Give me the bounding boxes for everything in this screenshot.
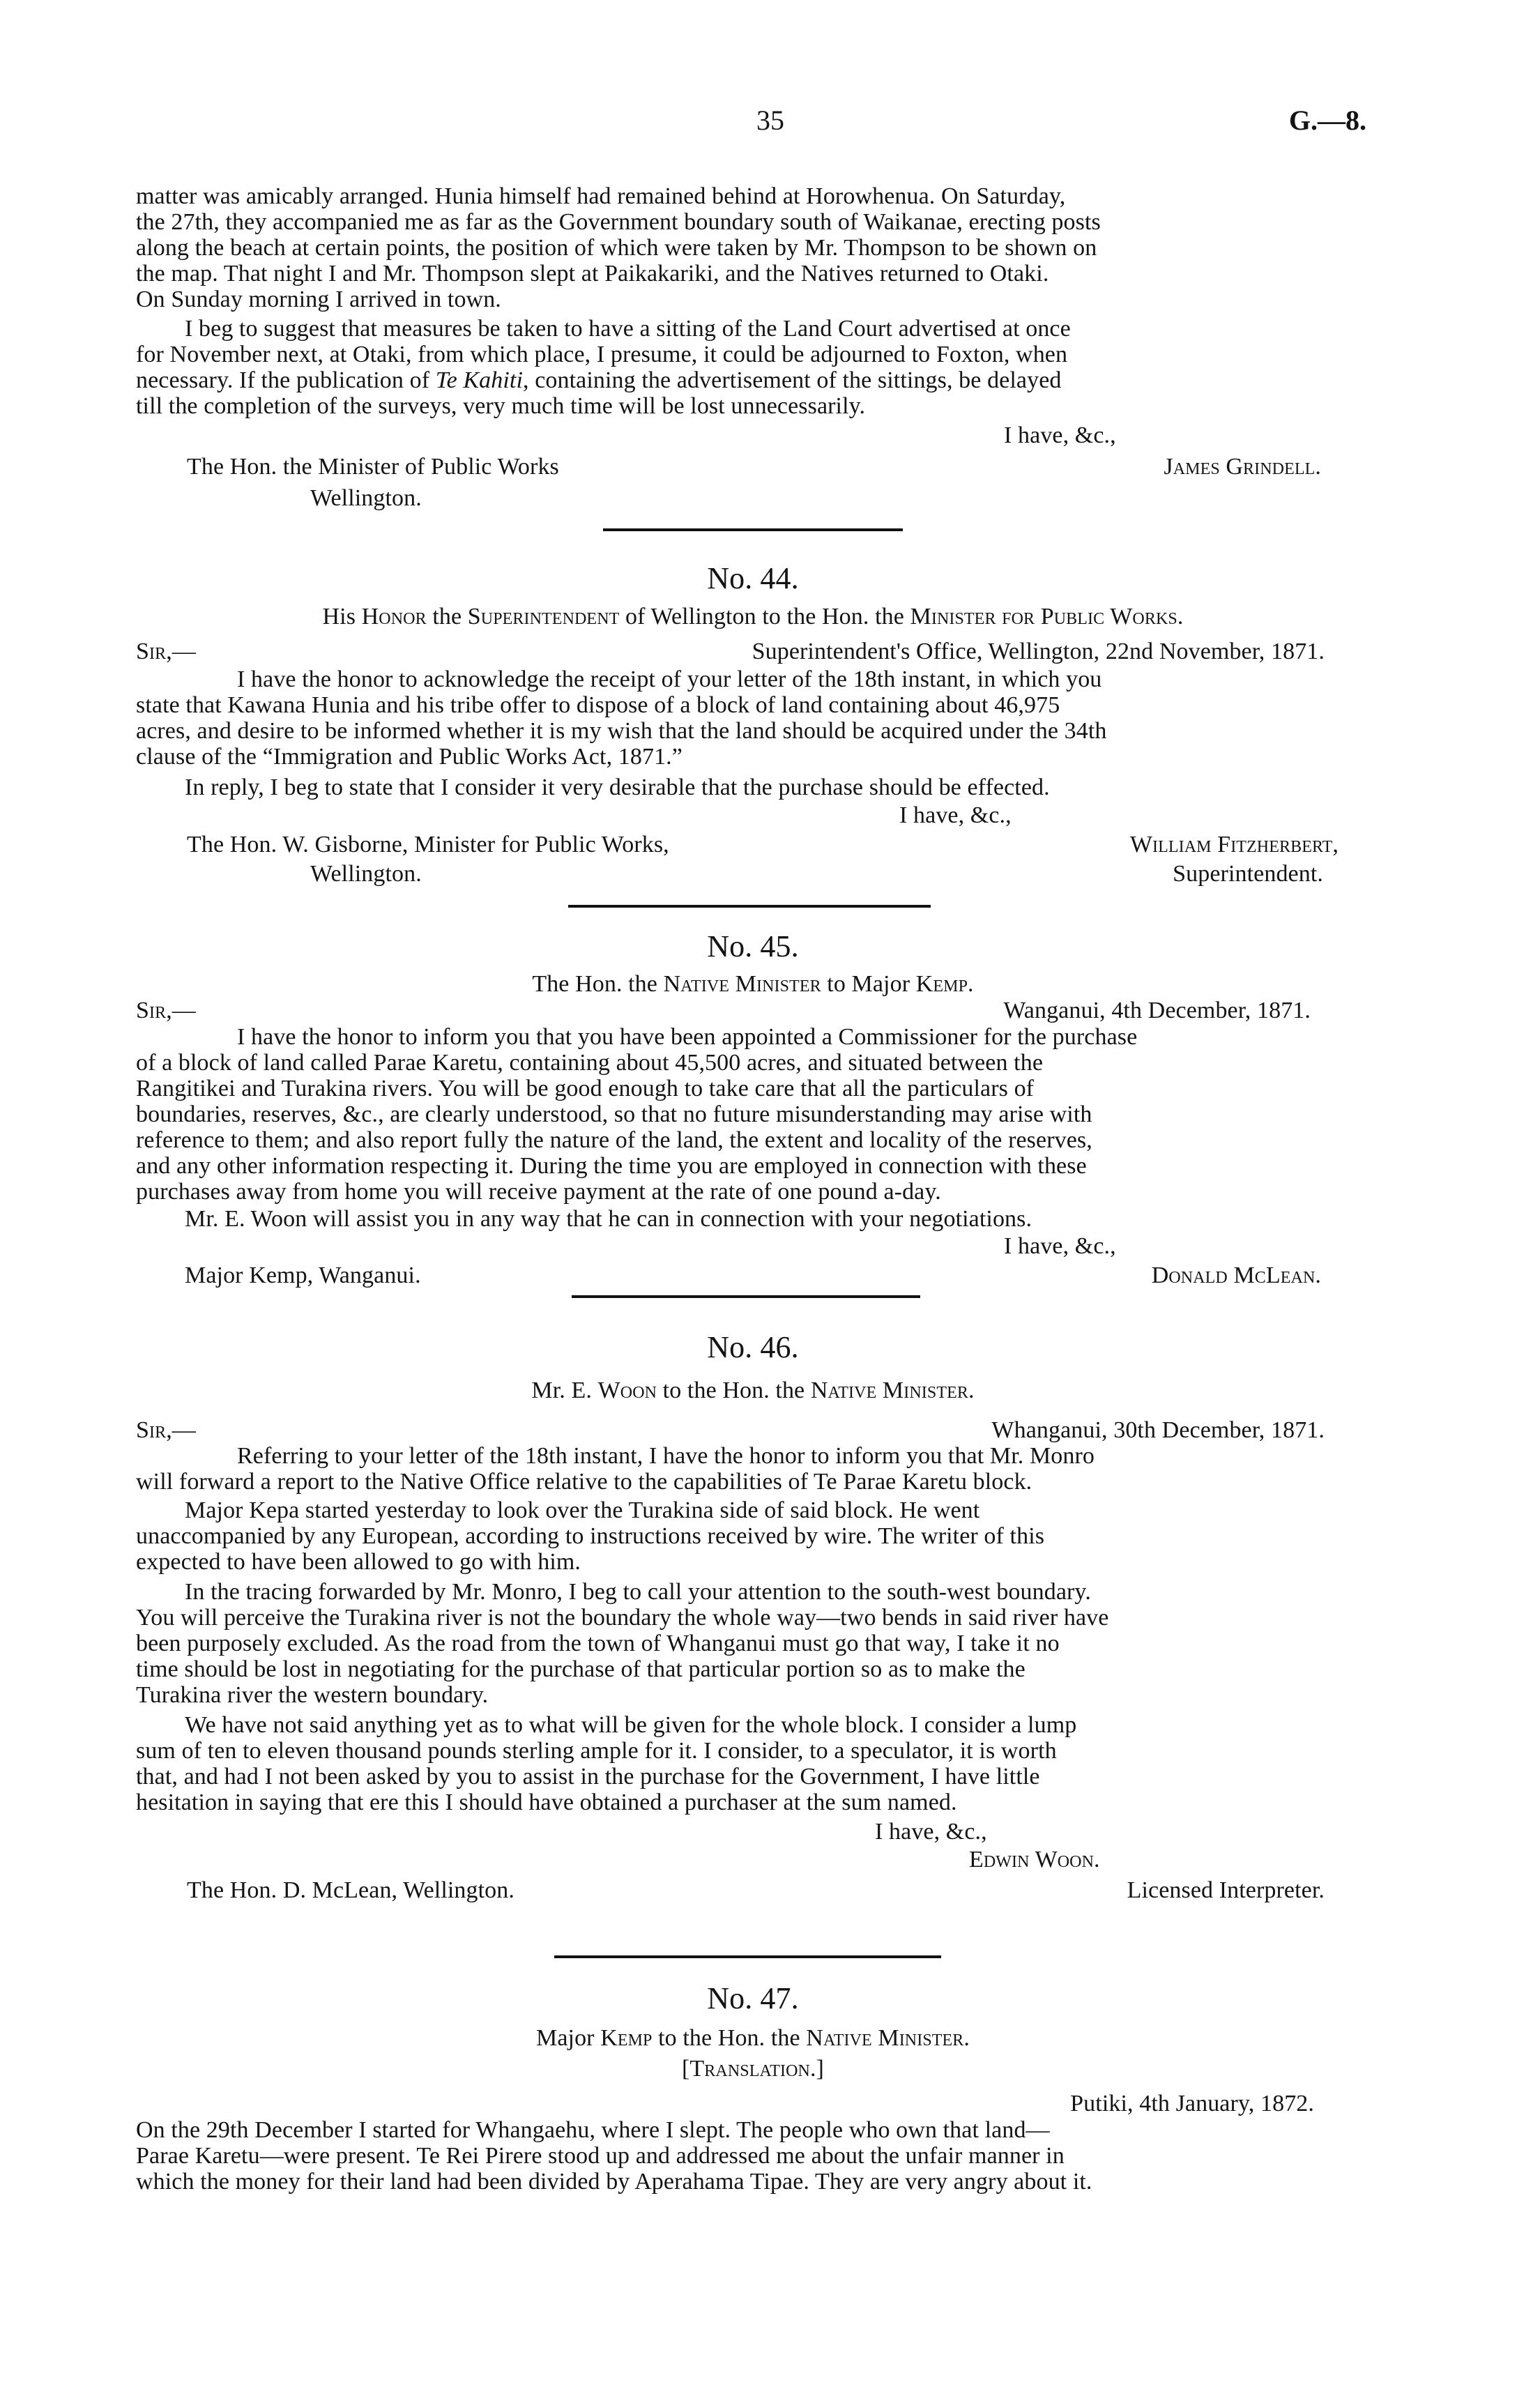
text-fragment: .	[968, 971, 974, 997]
text-line: In the tracing forwarded by Mr. Monro, I beg to call your attention to the south-west boundary.	[185, 1579, 1091, 1605]
text-line: reference to them; and also report fully the nature of the land, the extent and locality of the reserves,	[136, 1127, 1092, 1153]
salutation: Sir,—	[136, 998, 196, 1023]
text-line: the 27th, they accompanied me as far as the Government boundary south of Waikanae, erecting posts	[136, 209, 1101, 235]
translation-note: [Translation.]	[682, 2056, 824, 2082]
text-line: and any other information respecting it. During the time you are employed in connection with these	[136, 1153, 1087, 1179]
text-fragment: Minister for Public Works	[910, 604, 1177, 629]
text-fragment: .	[968, 1378, 975, 1403]
addressee-place: Wellington.	[310, 861, 422, 887]
text-line: purchases away from home you will receive payment at the rate of one pound a-day.	[136, 1179, 941, 1205]
text-line: I have the honor to inform you that you have been appointed a Commissioner for the purchase	[237, 1024, 1138, 1050]
text-fragment: necessary. If the publication of	[136, 367, 436, 393]
closing: I have, &c.,	[1004, 422, 1116, 448]
closing: I have, &c.,	[1004, 1233, 1116, 1259]
addressee: The Hon. W. Gisborne, Minister for Public Works,	[187, 832, 669, 857]
series-number: G.—8.	[1288, 105, 1366, 136]
place-date: Wanganui, 4th December, 1871.	[1003, 998, 1311, 1023]
text-line: for November next, at Otaki, from which place, I presume, it could be adjourned to Foxton, when	[136, 342, 1068, 367]
letter-heading	[136, 603, 1370, 631]
signature: Edwin Woon.	[969, 1847, 1100, 1872]
text-line: Major Kepa started yesterday to look over the Turakina side of said block. He went	[185, 1497, 980, 1523]
addressee: Major Kemp, Wanganui.	[185, 1262, 421, 1288]
text-line: Referring to your letter of the 18th instant, I have the honor to inform you that Mr. Monro	[237, 1443, 1095, 1469]
text-line: In reply, I beg to state that I consider it very desirable that the purchase should be effected.	[185, 774, 1050, 800]
text-line: till the completion of the surveys, very much time will be lost unnecessarily.	[136, 393, 866, 419]
letter-number: No. 46.	[707, 1330, 799, 1364]
letter-heading	[136, 1377, 1370, 1405]
letter-heading	[136, 970, 1370, 998]
letter-number: No. 47.	[707, 1981, 799, 2015]
text-line: I beg to suggest that measures be taken to have a sitting of the Land Court advertised at once	[185, 316, 1071, 342]
page-number: 35	[756, 105, 784, 136]
text-line: state that Kawana Hunia and his tribe offer to dispose of a block of land containing about 46,975	[136, 692, 1060, 718]
text-line: that, and had I not been asked by you to assist in the purchase for the Government, I have little	[136, 1764, 1040, 1790]
text-line: along the beach at certain points, the position of which were taken by Mr. Thompson to be shown on	[136, 235, 1097, 261]
text-fragment: His	[322, 604, 362, 629]
place-date: Whanganui, 30th December, 1871.	[991, 1417, 1325, 1443]
text-fragment: , containing the advertisement of the sittings, be delayed	[523, 367, 1062, 393]
letter-heading	[136, 2024, 1370, 2052]
text-fragment: Major	[536, 2025, 601, 2051]
text-line	[136, 367, 1370, 395]
text-line: boundaries, reserves, &c., are clearly understood, so that no future misunderstanding may arise with	[136, 1101, 1092, 1127]
text-fragment: to the Hon. the	[657, 1378, 811, 1403]
signature: Donald McLean.	[1151, 1262, 1321, 1288]
text-line: unaccompanied by any European, according to instructions received by wire. The writer of this	[136, 1523, 1045, 1549]
place-date: Putiki, 4th January, 1872.	[1070, 2091, 1314, 2116]
closing: I have, &c.,	[899, 802, 1012, 828]
text-fragment: The Hon. the	[532, 971, 664, 997]
text-line: Turakina river the western boundary.	[136, 1682, 489, 1708]
newspaper-title: Te Kahiti	[435, 367, 524, 393]
signature: William Fitzherbert,	[1129, 832, 1339, 857]
text-fragment: Mr. E.	[531, 1378, 598, 1403]
text-line: the map. That night I and Mr. Thompson slept at Paikakariki, and the Natives returned to Otaki.	[136, 261, 1049, 287]
text-fragment: Woon	[597, 1378, 657, 1403]
text-fragment: Kemp	[600, 2025, 653, 2051]
text-fragment: Kemp	[915, 971, 968, 997]
text-fragment: Superintendent	[467, 604, 620, 629]
text-line: Mr. E. Woon will assist you in any way that he can in connection with your negotiations.	[185, 1206, 1032, 1232]
signatory-title: Licensed Interpreter.	[1127, 1877, 1325, 1903]
text-fragment: Honor	[361, 604, 427, 629]
text-fragment: of Wellington to the Hon. the	[619, 604, 910, 629]
addressee: The Hon. D. McLean, Wellington.	[187, 1877, 514, 1903]
text-fragment: Native Minister	[806, 2025, 964, 2051]
text-fragment: Native Minister	[663, 971, 821, 997]
text-line: acres, and desire to be informed whether it is my wish that the land should be acquired under the 34th	[136, 718, 1107, 744]
text-fragment: .	[963, 2025, 970, 2051]
addressee-place: Wellington.	[310, 485, 422, 511]
section-divider	[554, 1955, 941, 1958]
text-line: You will perceive the Turakina river is not the boundary the whole way—two bends in said river have	[136, 1605, 1109, 1631]
text-line: On Sunday morning I arrived in town.	[136, 287, 501, 312]
text-line: Rangitikei and Turakina rivers. You will be good enough to take care that all the particulars of	[136, 1076, 1035, 1101]
text-line: of a block of land called Parae Karetu, containing about 45,500 acres, and situated between the	[136, 1050, 1044, 1076]
closing: I have, &c.,	[875, 1819, 987, 1845]
text-line: Parae Karetu—were present. Te Rei Pirere stood up and addressed me about the unfair manner in	[136, 2143, 1065, 2169]
signatory-title: Superintendent.	[1173, 861, 1323, 887]
section-divider	[572, 1295, 920, 1298]
salutation: Sir,—	[136, 1417, 196, 1443]
text-fragment: .	[1177, 604, 1184, 629]
text-fragment: to Major	[821, 971, 916, 997]
section-divider	[568, 905, 931, 908]
text-line: sum of ten to eleven thousand pounds sterling ample for it. I consider, to a speculator, it is worth	[136, 1738, 1057, 1764]
addressee: The Hon. the Minister of Public Works	[187, 454, 559, 480]
text-line: I have the honor to acknowledge the receipt of your letter of the 18th instant, in which you	[237, 666, 1102, 692]
section-divider	[603, 528, 903, 531]
text-fragment: the	[426, 604, 468, 629]
salutation: Sir,—	[136, 639, 196, 664]
text-fragment: to the Hon. the	[652, 2025, 807, 2051]
text-line: time should be lost in negotiating for the purchase of that particular portion so as to make the	[136, 1656, 1026, 1682]
text-line: On the 29th December I started for Whangaehu, where I slept. The people who own that land—	[136, 2117, 1050, 2143]
place-date: Superintendent's Office, Wellington, 22nd November, 1871.	[752, 639, 1325, 664]
letter-number: No. 44.	[707, 561, 799, 595]
text-line: expected to have been allowed to go with him.	[136, 1549, 581, 1575]
letter-number: No. 45.	[707, 929, 799, 963]
text-fragment: Native Minister	[810, 1378, 968, 1403]
signature: James Grindell.	[1164, 454, 1321, 480]
text-line: been purposely excluded. As the road from the town of Whanganui must go that way, I take it no	[136, 1631, 1060, 1656]
text-line: hesitation in saying that ere this I should have obtained a purchaser at the sum named.	[136, 1790, 957, 1815]
text-line: matter was amicably arranged. Hunia himself had remained behind at Horowhenua. On Saturday,	[136, 183, 1066, 209]
text-line: will forward a report to the Native Office relative to the capabilities of Te Parae Karetu block.	[136, 1469, 1032, 1495]
text-line: We have not said anything yet as to what will be given for the whole block. I consider a lump	[185, 1712, 1077, 1738]
text-line: clause of the “Immigration and Public Works Act, 1871.”	[136, 744, 683, 770]
text-line: which the money for their land had been divided by Aperahama Tipae. They are very angry about it.	[136, 2169, 1092, 2195]
